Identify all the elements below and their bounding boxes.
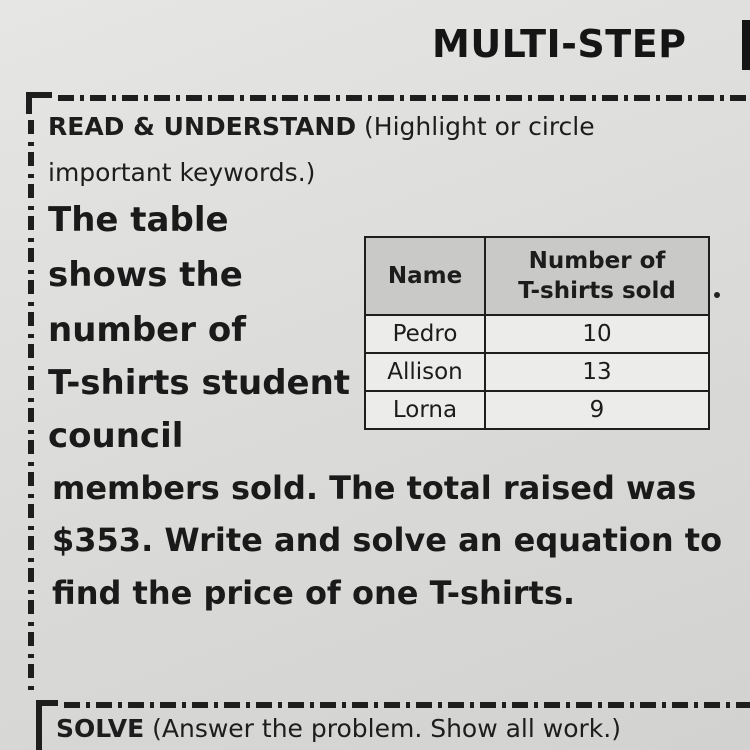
problem-line-7: $353. Write and solve an equation to xyxy=(52,521,723,559)
cell-sold: 10 xyxy=(485,315,709,353)
cell-sold: 13 xyxy=(485,353,709,391)
cell-name: Pedro xyxy=(365,315,485,353)
solve-box-top-border xyxy=(64,702,750,708)
solve-section-heading xyxy=(56,714,621,744)
table-header-row xyxy=(365,237,709,315)
read-box-corner-vert xyxy=(26,92,32,114)
cell-name: Allison xyxy=(365,353,485,391)
column-header-sold-line1: Number of xyxy=(528,248,666,274)
read-instruction-cont: important keywords.) xyxy=(48,158,316,187)
title-box-edge xyxy=(742,20,750,70)
problem-line-2: shows the xyxy=(48,255,243,295)
column-header-name: Name xyxy=(365,237,485,315)
page-title: MULTI-STEP xyxy=(432,22,687,66)
column-header-sold xyxy=(485,237,709,315)
read-heading-label: READ & UNDERSTAND xyxy=(48,112,357,141)
problem-line-8: find the price of one T-shirts. xyxy=(52,574,576,612)
cell-name: Lorna xyxy=(365,391,485,429)
problem-line-5: council xyxy=(48,416,184,456)
column-header-sold-line2: T-shirts sold xyxy=(518,278,676,304)
solve-instruction: (Answer the problem. Show all work.) xyxy=(152,714,621,743)
read-box-left-border xyxy=(28,120,34,690)
problem-line-6: members sold. The total raised was xyxy=(52,469,697,507)
read-box-top-border xyxy=(58,95,750,101)
problem-line-4: T-shirts student xyxy=(48,363,351,403)
read-instruction: (Highlight or circle xyxy=(364,112,595,141)
problem-line-3: number of xyxy=(48,310,246,350)
cell-sold: 9 xyxy=(485,391,709,429)
table-row xyxy=(365,391,709,429)
solve-heading-label: SOLVE xyxy=(56,714,145,743)
table-row xyxy=(365,315,709,353)
problem-line-1: The table xyxy=(48,200,229,240)
table-row xyxy=(365,353,709,391)
stray-dot xyxy=(714,292,720,298)
solve-box-corner-vert xyxy=(36,700,42,750)
tshirt-sales-table xyxy=(364,236,710,430)
read-section-heading xyxy=(48,112,728,142)
